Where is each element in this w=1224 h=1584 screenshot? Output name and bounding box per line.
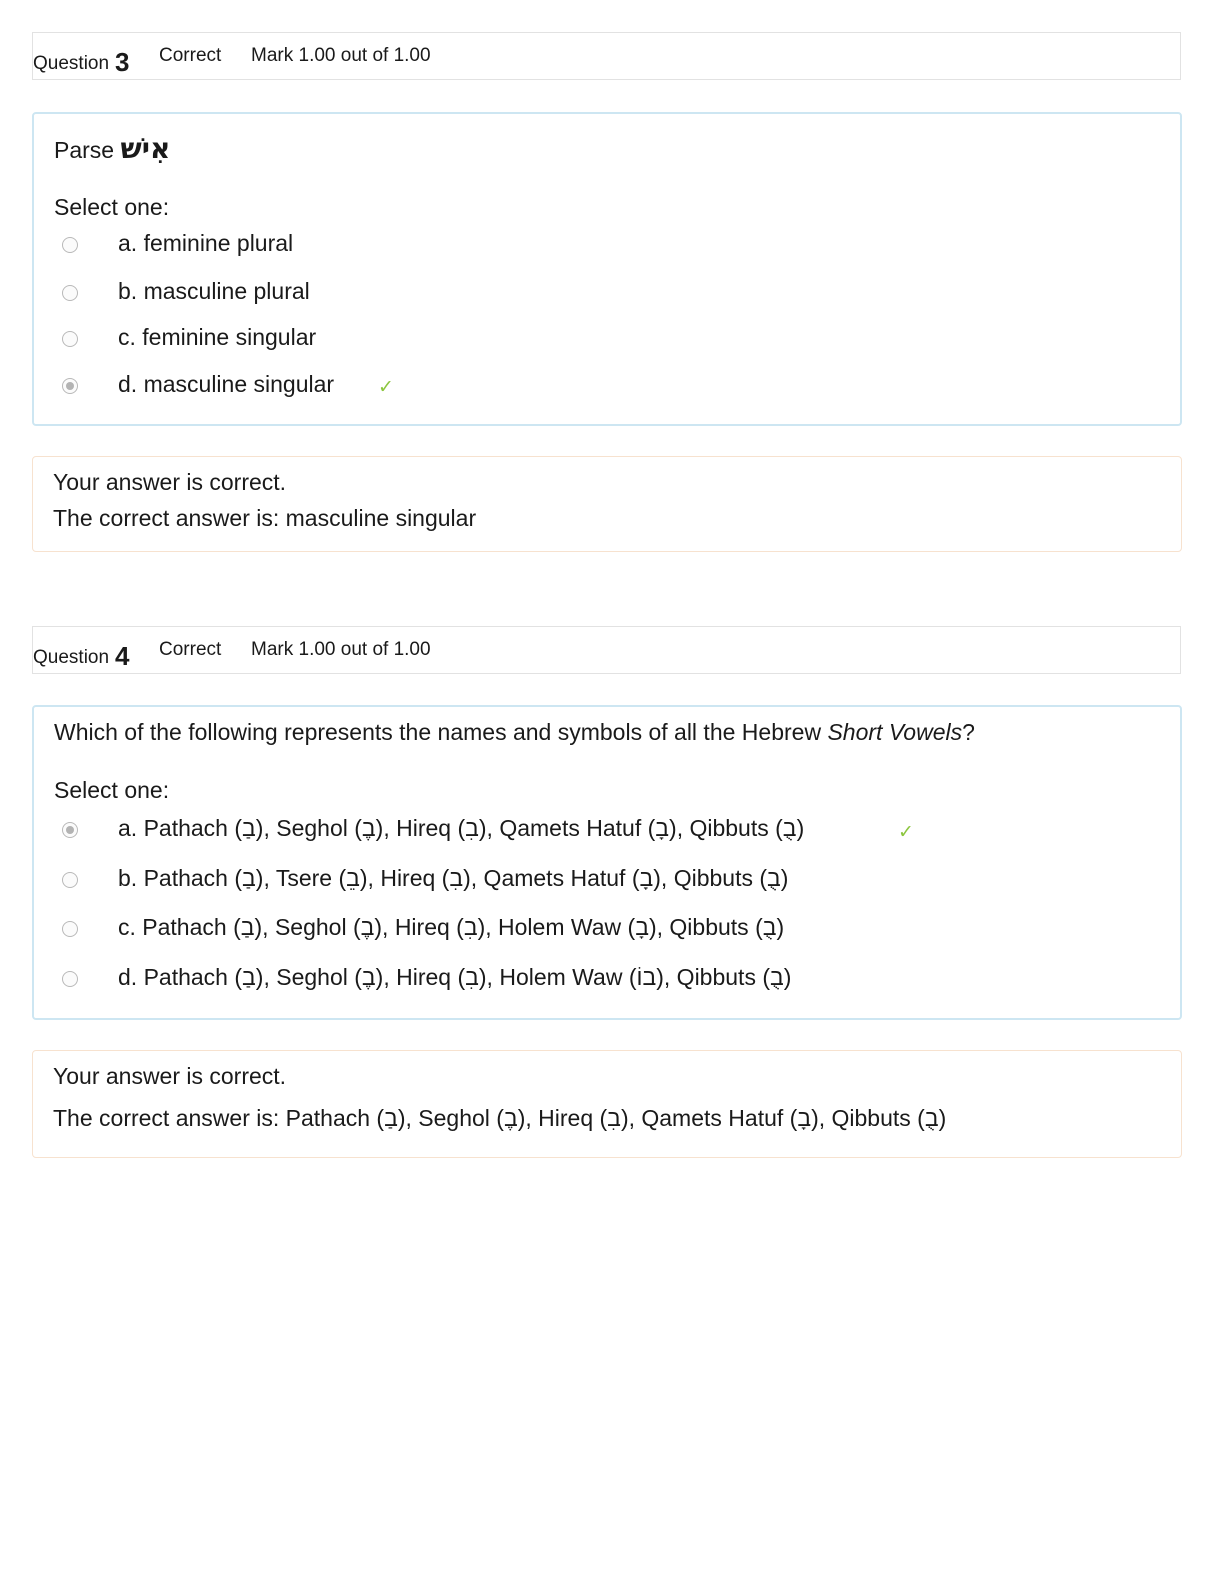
radio-button-selected[interactable]	[62, 822, 78, 838]
radio-button[interactable]	[62, 921, 78, 937]
question-3-formulation	[32, 112, 1182, 426]
radio-button-selected[interactable]	[62, 378, 78, 394]
feedback-status: Your answer is correct.	[53, 469, 287, 495]
question-number: 3	[115, 47, 130, 77]
radio-button[interactable]	[62, 331, 78, 347]
question-state: Correct	[159, 45, 222, 66]
question-number: 4	[115, 641, 130, 671]
question-grade: Mark 1.00 out of 1.00	[251, 639, 431, 660]
hebrew-word: אִישׁ	[120, 132, 171, 165]
question-3-feedback	[32, 456, 1182, 552]
select-one-prompt: Select one:	[54, 194, 170, 220]
answer-label: a. Pathach (בַ), Seghol (בֶ), Hireq (בִ), Qamets Hatuf (בָ), Qibbuts (בֻ)	[118, 815, 805, 841]
radio-button[interactable]	[62, 971, 78, 987]
question-3-info	[32, 32, 1181, 80]
select-one-prompt: Select one:	[54, 777, 170, 803]
question-label: Question 3	[33, 47, 130, 77]
check-icon: ✓	[378, 376, 394, 398]
answer-label: d. masculine singular	[118, 371, 335, 397]
feedback-status: Your answer is correct.	[53, 1063, 287, 1089]
question-text: Which of the following represents the names and symbols of all the Hebrew Short Vowels?	[54, 719, 975, 745]
question-state: Correct	[159, 639, 222, 660]
check-icon: ✓	[898, 821, 914, 843]
answer-label: b. Pathach (בַ), Tsere (בֵ), Hireq (בִ), Qamets Hatuf (בָ), Qibbuts (בֻ)	[118, 865, 789, 891]
question-4-feedback	[32, 1050, 1182, 1158]
answer-label: d. Pathach (בַ), Seghol (בֶ), Hireq (בִ), Holem Waw (בוֹ), Qibbuts (בֻ)	[118, 964, 792, 990]
answer-label: b. masculine plural	[118, 278, 310, 304]
emphasis-text: Short Vowels	[827, 719, 963, 745]
radio-button[interactable]	[62, 872, 78, 888]
question-grade: Mark 1.00 out of 1.00	[251, 45, 431, 66]
answer-label: c. feminine singular	[118, 324, 317, 350]
answer-label: c. Pathach (בַ), Seghol (בֶ), Hireq (בִ), Holem Waw (בָ), Qibbuts (בֻ)	[118, 914, 785, 940]
radio-button[interactable]	[62, 237, 78, 253]
question-text: Parse אִישׁ	[54, 132, 171, 165]
correct-answer: The correct answer is: Pathach (בַ), Seghol (בֶ), Hireq (בִ), Qamets Hatuf (בָ), Qibbuts (בֻ)	[53, 1105, 947, 1131]
radio-button[interactable]	[62, 285, 78, 301]
correct-answer: The correct answer is: masculine singular	[53, 505, 477, 531]
answer-label: a. feminine plural	[118, 230, 294, 256]
question-4-formulation	[32, 705, 1182, 1020]
question-4-info	[32, 626, 1181, 674]
question-label: Question 4	[33, 641, 130, 671]
